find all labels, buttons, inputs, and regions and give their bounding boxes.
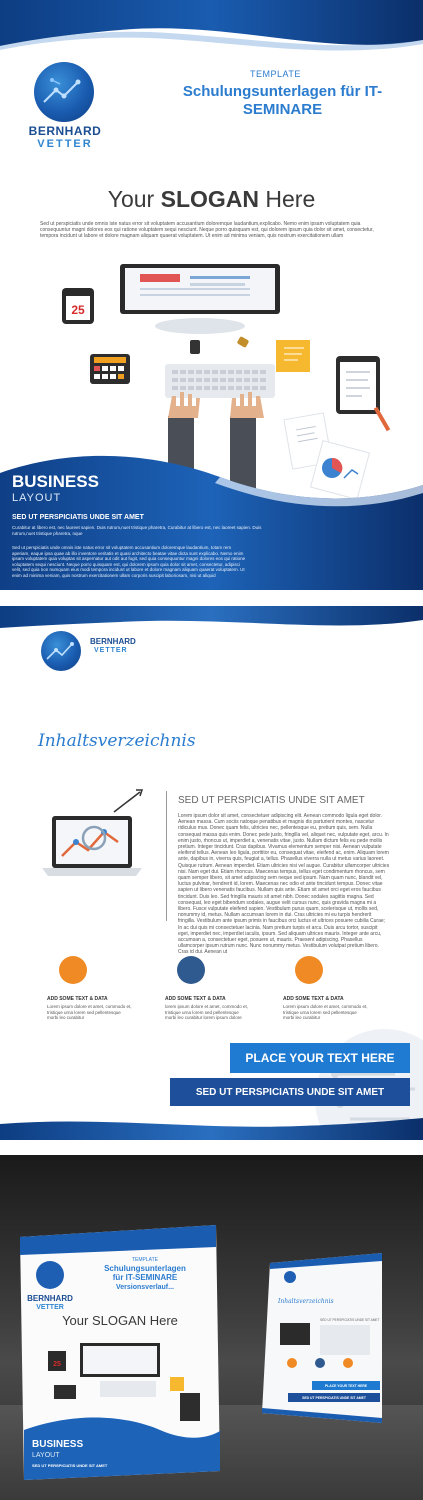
- business-title: BUSINESS: [12, 472, 99, 491]
- intro-paragraph: Sed ut perspiciatis unde omnis iste natus error sit voluptatem accusantium doloremque laudantium,explicabo. Nemo enim ipsam voluptatem quia consequuntur magni dolores eos qui ratione voluptatem sequi nesciunt. Neque porro quisquam est, qui dolorem ipsum quia dolor sit amet, consectetur, tempora incidunt ut labore et dolore magnam aliquam quaerat voluptatem. Ut enim ad minima veniam, quis nostrum exercitationem ullam: [40, 221, 374, 239]
- place-text-button[interactable]: PLACE YOUR TEXT HERE: [230, 1043, 410, 1073]
- feature-3-heading: ADD SOME TEXT & DATA: [283, 996, 344, 1002]
- mock-template-label: TEMPLATE: [131, 1257, 159, 1263]
- feature-1-heading: ADD SOME TEXT & DATA: [47, 996, 108, 1002]
- document-title: Schulungsunterlagen für IT-SEMINARE: [182, 83, 383, 118]
- section-heading: SED UT PERSPICIATIS UNDE SIT AMET: [178, 795, 365, 806]
- slogan-bold-word: SLOGAN: [160, 186, 259, 212]
- feature-2-heading: ADD SOME TEXT & DATA: [165, 996, 226, 1002]
- back-page-mockup: [262, 1253, 382, 1423]
- slogan-word3: Here: [259, 186, 316, 212]
- mock-business-sub: LAYOUT: [32, 1452, 60, 1459]
- business-subtitle: LAYOUT: [12, 492, 62, 504]
- logo-name-line1: BERNHARD: [28, 124, 102, 138]
- print-mockup-scene: [0, 1155, 423, 1500]
- template-label: TEMPLATE: [250, 69, 301, 79]
- business-text-2: Sed ut perspiciatis unde omnis iste natus error sit voluptatem accusantium doloremque laudantium, totam rem aperiam, eaque ipsa quae ab illo inventore veritatis et quasi architecto beatae vitae dicta sunt explicabo. Nemo enim ipsam voluptatem quia voluptas sit aspernatur aut odit aut fugit, sed quia consequuntur magni dolores eos qui ratione voluptatem sequi nesciunt. Neque porro quisquam est, qui dolorem ipsum quia dolor sit amet, consectetur, adipisci velit, sed quia non numquam eius modi tempora incidunt ut labore et dolore magnam aliquam quaerat voluptatem. Ut enim ad minima veniam, quis nostrum exercitationem ullam corporis suscipit laboriosam, nisi ut aliquid: [12, 545, 246, 578]
- top-wave-banner: [0, 0, 423, 58]
- slogan-word1: Your: [107, 186, 161, 212]
- mobile-data-icon: [295, 956, 323, 984]
- sticky-note-icon: [276, 340, 310, 372]
- calendar-icon: [62, 288, 94, 324]
- mock-logo-line1: BERNHARD: [27, 1294, 73, 1303]
- front-brochure-mockup: [20, 1225, 220, 1480]
- page2-bottom-wave: [0, 1116, 423, 1140]
- usb-stick-icon: [190, 340, 200, 354]
- company-logo-icon: [34, 62, 94, 122]
- logo-name-line2: VETTER: [37, 138, 93, 150]
- page-1: [0, 0, 423, 590]
- page-2: [0, 606, 423, 1140]
- analytics-icon: [59, 956, 87, 984]
- page2-logo-line2: VETTER: [94, 647, 128, 654]
- monitor-icon: [120, 264, 280, 334]
- laptop-chart-icon: [32, 786, 157, 896]
- slogan-heading: [0, 186, 423, 213]
- page2-top-wave: [0, 606, 423, 634]
- usb-drive-icon: [237, 336, 250, 348]
- secondary-banner-button[interactable]: SED UT PERSPICIATIS UNDE SIT AMET: [170, 1078, 410, 1106]
- mock-title-line1: Schulungsunterlagen: [104, 1264, 186, 1273]
- page2-logo-line1: BERNHARD: [90, 637, 136, 646]
- feature-column-1: [47, 956, 132, 1021]
- mock-title-line3: Versionsverlauf...: [116, 1284, 174, 1291]
- page2-logo-icon: [41, 631, 81, 671]
- feature-column-2: [165, 956, 250, 1021]
- mock-back-button2: SED UT PERSPICIATIS UNDE SIT AMET: [302, 1396, 366, 1400]
- clipboard-icon: [336, 356, 390, 431]
- business-text-1: Curabitur at libero est, nec laoreet sapien. Duis rutrum,nuet tristique pharetra, Curabitur at libero est, nec laoreet sapien. Duis rutrum,nuet tristique pharetra, nque: [12, 525, 262, 536]
- mock-logo-line2: VETTER: [36, 1304, 64, 1311]
- mock-back-button1: PLACE YOUR TEXT HERE: [324, 1384, 368, 1388]
- mock-business-title: BUSINESS: [32, 1439, 84, 1450]
- business-heading: SED UT PERSPICIATIS UNDE SIT AMET: [12, 514, 144, 521]
- mock-back-heading: SED UT PERSPICIATIS UNDE SIT AMET: [320, 1318, 380, 1322]
- mock-calendar-number: 25: [53, 1361, 61, 1368]
- section-body-text: Lorem ipsum dolor sit amet, consectetuer adipiscing elit. Aenean commodo ligula eget dolor. Aenean massa. Cum sociis natoque penatibus et magnis dis parturient montes, nascetur ridiculus mus. Donec quam felis, ultricies nec, pellentesque eu, pretium quis, sem. Nulla consequat massa quis enim. Donec pede justo, fringilla vel, aliquet nec, vulputate eget, arcu. In enim justo, rhoncus ut, imperdiet a, venenatis vitae, justo. Nullam dictum felis eu pede mollis pretium. Integer tincidunt. Cras dapibus. Vivamus elementum semper nisi. Aenean vulputate eleifend tellus. Aenean leo ligula, porttitor eu, consequat vitae, eleifend ac, enim. Aliquam lorem ante, dapibus in, viverra quis, feugiat a, tellus. Phasellus viverra nulla ut metus varius laoreet. Quisque rutrum. Aenean imperdiet. Etiam ultricies nisi vel augue. Curabitur ullamcorper ultricies nisi. Nam eget dui. Etiam rhoncus. Maecenas tempus, tellus eget condimentum rhoncus, sem quam semper libero, sit amet adipiscing sem neque sed ipsum. Nam quam nunc, blandit vel, luctus pulvinar, hendrerit id, lorem. Maecenas nec odio et ante tincidunt tempus. Donec vitae sapien ut libero venenatis faucibus. Nullam quis ante. Etiam sit amet orci eget eros faucibus tincidunt. Duis leo. Sed fringilla mauris sit amet nibh. Donec sodales sagittis magna. Sed consequat, leo eget bibendum sodales, augue velit cursus nunc, quis gravida magna mi a libero. Fusce vulputate eleifend sapien. Vestibulum purus quam, scelerisque ut, mollis sed, nonummy id, metus. Nullam accumsan lorem in dui. Cras ultricies mi eu turpis hendrerit fringilla. Vestibulum ante ipsum primis in faucibus orci luctus et ultrices posuere cubilia Curae; In ac dui quis mi consectetuer lacinia. Nam pretium turpis et arcu. Duis arcu tortor, suscipit eget, imperdiet nec, imperdiet iaculis, ipsum. Sed aliquam ultrices mauris. Integer ante arcu, accumsan a, consectetuer eget, posuere ut, mauris. Praesent adipiscing. Phasellus ullamcorper ipsum rutrum nunc. Nunc nonummy metus. Vestibulum volutpat pretium libero. Cras id dui. Aenean ut: [178, 813, 390, 956]
- mock-business-head: SED UT PERSPICIATIS UNDE SIT AMET: [32, 1463, 108, 1468]
- mock-title-line2: für IT-SEMINARE: [112, 1273, 178, 1282]
- feature-1-text: Lorem ipsum dolore et amet, commodo et, tristique urna lorem sed pellentesque morbi leo curabitur: [47, 1004, 132, 1020]
- mock-toc-title: Inhaltsverzeichnis: [278, 1298, 334, 1305]
- feature-2-text: lorem ipsum dolore et amet, commodo et, tristique urna lorem sed pellentesque morbi leo curabitur lorem ipsum dolore: [165, 1004, 249, 1020]
- mock-slogan: Your SLOGAN Here: [62, 1313, 178, 1328]
- divider-line: [166, 791, 167, 921]
- presenter-icon: [177, 956, 205, 984]
- calendar-number: 25: [71, 303, 85, 317]
- calculator-icon: [90, 354, 130, 384]
- feature-3-text: Lorem ipsum dolore et amet, commodo et, tristique urna lorem sed pellentesque morbi leo curabitur: [283, 1004, 368, 1020]
- toc-title: Inhaltsverzeichnis: [38, 731, 196, 751]
